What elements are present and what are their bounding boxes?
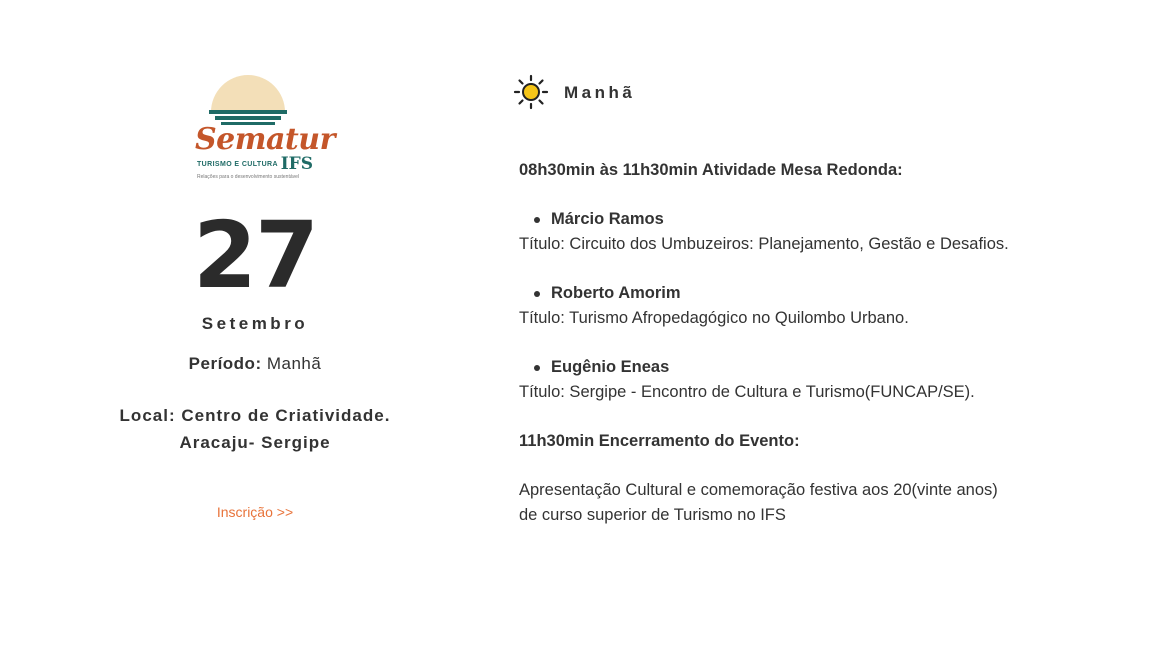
speaker-name: Eugênio Eneas: [551, 358, 670, 376]
shift-header: [519, 72, 1019, 112]
logo-subtitle: TURISMO E CULTURA: [197, 161, 278, 168]
logo-stripe: [209, 110, 287, 114]
logo-tagline: Relações para o desenvolvimento sustentável: [197, 174, 300, 180]
logo-org: IFS: [280, 154, 313, 174]
period-label: Período:: [188, 354, 262, 373]
subscribe-link[interactable]: Inscrição >>: [216, 504, 294, 520]
event-date-panel: [105, 70, 405, 522]
bullet-icon: [534, 365, 540, 371]
speaker-item: [519, 207, 1019, 257]
speaker-talk-title: Título: Sergipe - Encontro de Cultura e Turismo(FUNCAP/SE).: [519, 383, 975, 401]
logo-stripe: [215, 116, 281, 120]
bullet-icon: [534, 291, 540, 297]
sematur-logo: [195, 70, 335, 188]
event-month: Setembro: [201, 314, 309, 333]
speaker-item: [519, 355, 1019, 405]
speaker-talk-title: Título: Turismo Afropedagógico no Quilombo Urbano.: [519, 309, 909, 327]
shift-title: Manhã: [564, 82, 636, 102]
period-value: Manhã: [266, 354, 322, 373]
event-period: [105, 354, 405, 374]
closing-heading: 11h30min Encerramento do Evento:: [519, 432, 800, 450]
closing-description: Apresentação Cultural e comemoração festiva aos 20(vinte anos) de curso superior de Turismo no IFS: [519, 481, 998, 524]
schedule-panel: [519, 72, 1019, 528]
activity-heading: 08h30min às 11h30min Atividade Mesa Redonda:: [519, 161, 903, 179]
speaker-talk-title: Título: Circuito dos Umbuzeiros: Planejamento, Gestão e Desafios.: [519, 235, 1009, 253]
event-location: [105, 402, 405, 456]
location-line-1: Local: Centro de Criatividade.: [119, 406, 391, 425]
logo-name: Sematur: [195, 122, 335, 157]
speaker-name: Márcio Ramos: [551, 210, 664, 228]
speaker-item: [519, 281, 1019, 331]
location-line-2: Aracaju- Sergipe: [179, 433, 331, 452]
event-day: 27: [192, 202, 318, 309]
speaker-name: Roberto Amorim: [551, 284, 681, 302]
sun-icon: [513, 74, 549, 110]
logo-sun-shape: [211, 75, 285, 112]
bullet-icon: [534, 217, 540, 223]
